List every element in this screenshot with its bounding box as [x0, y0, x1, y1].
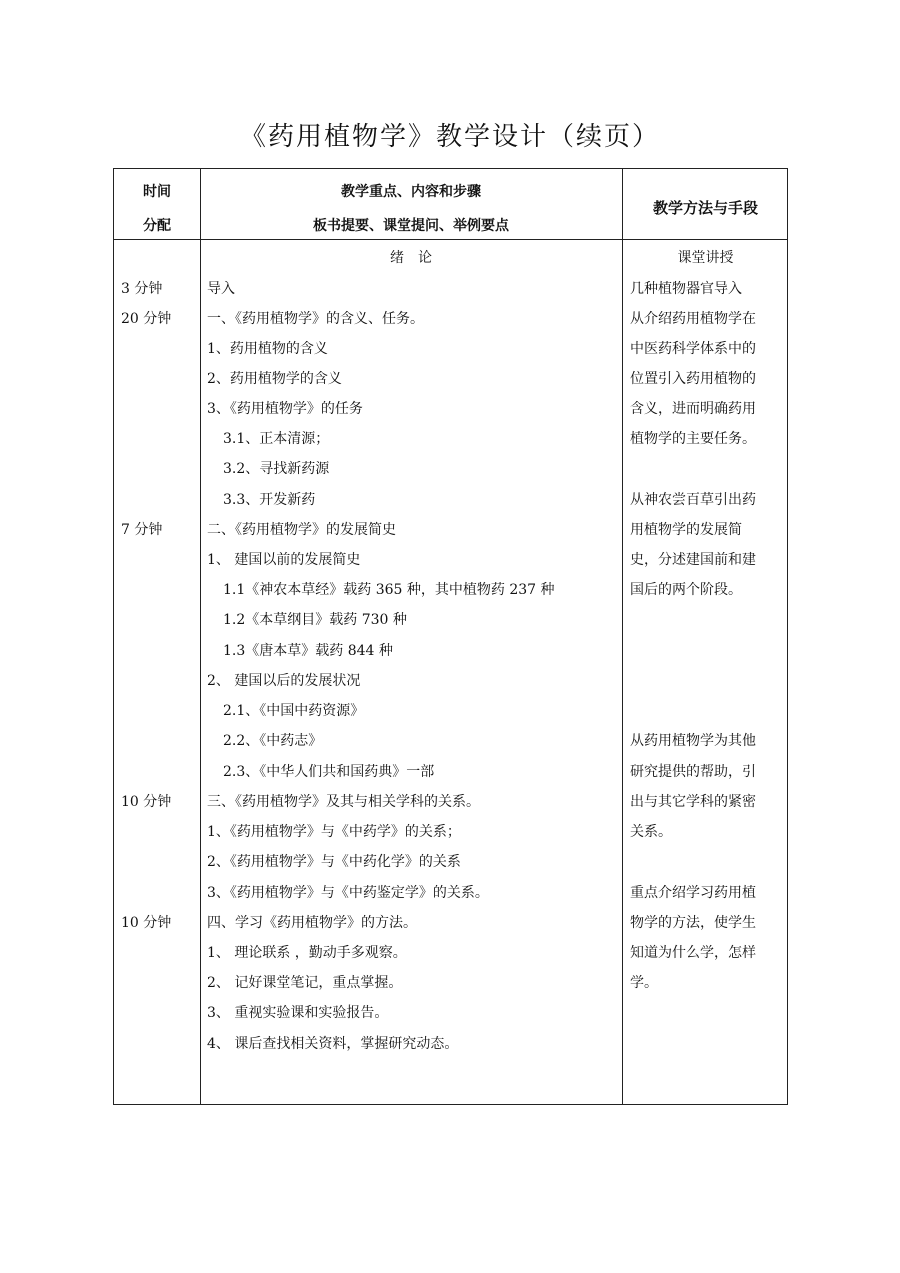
content-line: 3.1、正本清源；	[223, 431, 330, 447]
time-allocation: 7 分钟	[121, 522, 163, 538]
method-line: 用植物学的发展简	[630, 522, 742, 538]
method-line: 从神农尝百草引出药	[630, 492, 756, 508]
time-allocation: 3 分钟	[121, 281, 163, 297]
method-line: 重点介绍学习药用植	[630, 885, 756, 901]
content-line: 1.3《唐本草》载药 844 种	[223, 643, 393, 659]
method-line: 学。	[630, 975, 658, 991]
content-line: 3.2、寻找新药源	[223, 461, 330, 477]
header-time-line2: 分配	[143, 218, 171, 234]
content-line: 1、《药用植物学》与《中药学》的关系；	[207, 824, 461, 840]
content-line: 三、《药用植物学》及其与相关学科的关系。	[207, 794, 480, 810]
content-line: 1.1《神农本草经》载药 365 种，其中植物药 237 种	[223, 582, 555, 598]
time-allocation: 10 分钟	[121, 915, 172, 931]
content-line: 二、《药用植物学》的发展简史	[207, 522, 396, 538]
header-method: 教学方法与手段	[652, 199, 758, 217]
method-line: 物学的方法，使学生	[630, 915, 756, 931]
header-divider	[114, 239, 787, 240]
method-line: 课堂讲授	[677, 250, 734, 266]
time-allocation: 20 分钟	[121, 311, 172, 327]
content-line: 2、 记好课堂笔记，重点掌握。	[207, 975, 403, 991]
column-divider	[200, 169, 201, 1104]
header-time-line1: 时间	[143, 184, 171, 200]
lesson-table	[113, 168, 788, 1105]
method-line: 研究提供的帮助，引	[630, 764, 756, 780]
method-line: 从药用植物学为其他	[630, 733, 756, 749]
method-line: 植物学的主要任务。	[630, 431, 756, 447]
content-line: 导入	[207, 281, 235, 297]
column-divider	[622, 169, 623, 1104]
method-line: 含义，进而明确药用	[630, 401, 756, 417]
method-line: 国后的两个阶段。	[630, 582, 742, 598]
content-line: 2、《药用植物学》与《中药化学》的关系	[207, 854, 461, 870]
content-line: 2.1、《中国中药资源》	[223, 703, 365, 719]
header-content-line2: 板书提要、课堂提问、举例要点	[313, 218, 509, 234]
content-line: 1.2《本草纲目》载药 730 种	[223, 612, 407, 628]
content-line: 1、药用植物的含义	[207, 341, 328, 357]
header-content-line1: 教学重点、内容和步骤	[341, 184, 481, 200]
method-line: 关系。	[630, 824, 672, 840]
content-line: 4、 课后查找相关资料，掌握研究动态。	[207, 1036, 459, 1052]
content-line: 四、学习《药用植物学》的方法。	[207, 915, 417, 931]
content-line: 1、 建国以前的发展简史	[207, 552, 361, 568]
method-line: 从介绍药用植物学在	[630, 311, 756, 327]
content-line: 2.2、《中药志》	[223, 733, 323, 749]
method-line: 史，分述建国前和建	[630, 552, 756, 568]
page-title: 《药用植物学》教学设计（续页）	[239, 122, 660, 152]
method-line: 几种植物器官导入	[630, 281, 742, 297]
content-line: 3、《药用植物学》与《中药鉴定学》的关系。	[207, 885, 489, 901]
method-line: 位置引入药用植物的	[630, 371, 756, 387]
section-heading: 绪 论	[390, 250, 432, 266]
content-line: 3、《药用植物学》的任务	[207, 401, 363, 417]
content-line: 一、《药用植物学》的含义、任务。	[207, 311, 424, 327]
method-line: 出与其它学科的紧密	[630, 794, 756, 810]
method-line: 知道为什么学，怎样	[630, 945, 756, 961]
content-line: 2.3、《中华人们共和国药典》一部	[223, 764, 435, 780]
time-allocation: 10 分钟	[121, 794, 172, 810]
method-line: 中医药科学体系中的	[630, 341, 756, 357]
content-line: 3、 重视实验课和实验报告。	[207, 1005, 389, 1021]
content-line: 2、药用植物学的含义	[207, 371, 342, 387]
content-line: 2、 建国以后的发展状况	[207, 673, 361, 689]
content-line: 3.3、开发新药	[223, 492, 316, 508]
content-line: 1、 理论联系 ，勤动手多观察。	[207, 945, 407, 961]
